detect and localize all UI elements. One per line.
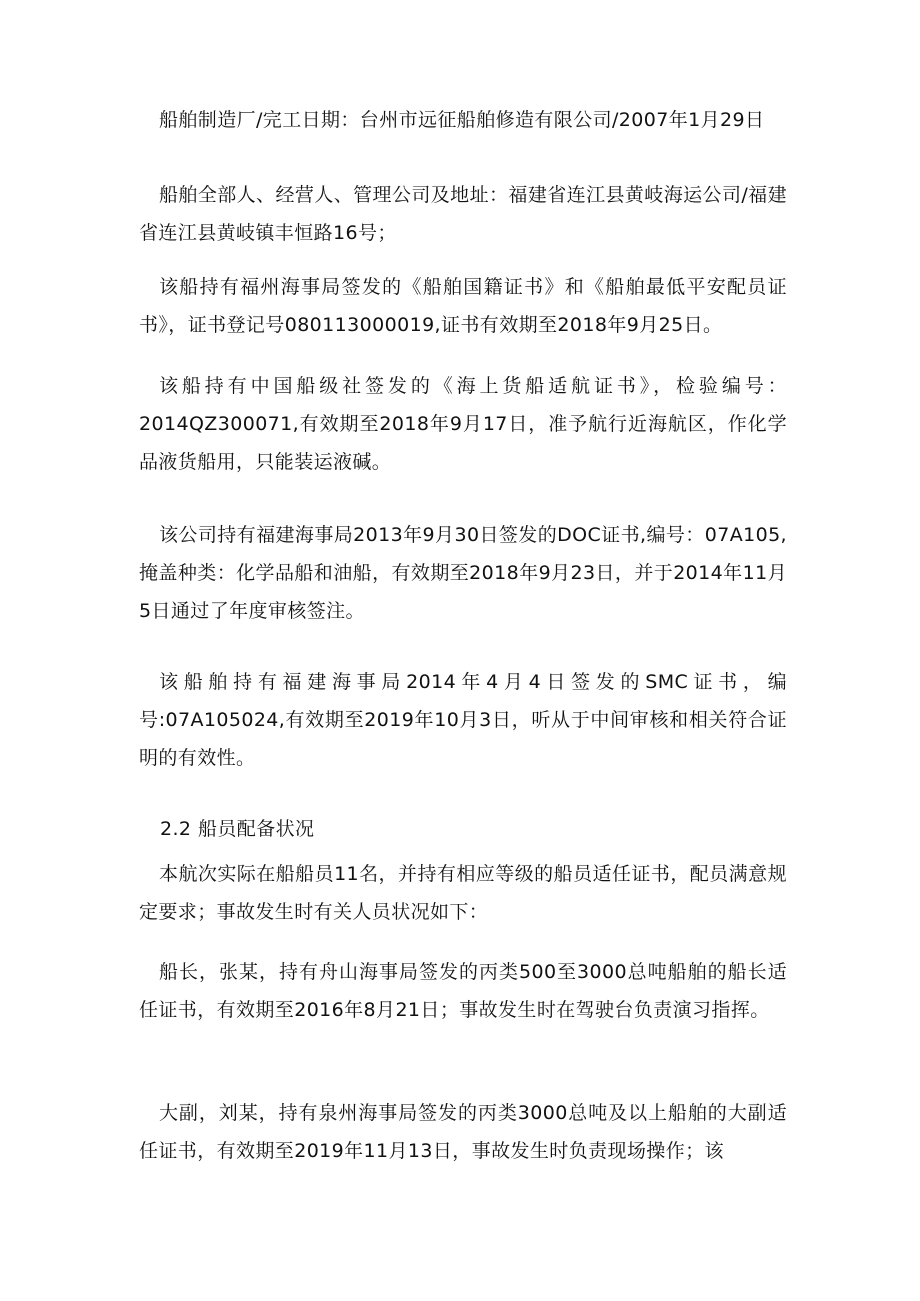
paragraph-captain: 船长，张某，持有舟山海事局签发的丙类500至3000总吨船舶的船长适任证书，有效期至2016年8月21日；事故发生时在驾驶台负责演习指挥。 (139, 961, 787, 1021)
section-heading (160, 810, 560, 848)
section-title: 船员配备状况 (198, 818, 315, 840)
paragraph-shipyard: 船舶制造厂/完工日期：台州市远征船舶修造有限公司/2007年1月29日 (159, 109, 765, 131)
paragraph-owner-address: 船舶全部人、经营人、管理公司及地址：福建省连江县黄岐海运公司/福建省连江县黄岐镇丰恒路16号； (139, 184, 787, 244)
paragraph-doc-certificate: 该公司持有福建海事局2013年9月30日签发的DOC证书,编号：07A105,掩盖种类：化学品船和油船，有效期至2018年9月23日，并于2014年11月5日通过了年度审核签注。 (139, 524, 787, 622)
section-number: 2.2 (160, 818, 192, 840)
paragraph-smc-certificate: 该船舶持有福建海事局2014年4月4日签发的SMC证书，编号:07A105024,有效期至2019年10月3日，听从于中间审核和相关符合证明的有效性。 (139, 671, 787, 769)
paragraph-nationality-certificate: 该船持有福州海事局签发的《船舶国籍证书》和《船舶最低平安配员证书》，证书登记号080113000019,证书有效期至2018年9月25日。 (139, 276, 787, 336)
paragraph-crew-summary: 本航次实际在船船员11名，并持有相应等级的船员适任证书，配员满意规定要求；事故发生时有关人员状况如下： (139, 863, 787, 923)
paragraph-seaworthiness-certificate: 该船持有中国船级社签发的《海上货船适航证书》，检验编号：2014QZ300071,有效期至2018年9月17日，准予航行近海航区，作化学品液货船用，只能装运液碱。 (139, 375, 787, 473)
paragraph-chief-officer: 大副，刘某，持有泉州海事局签发的丙类3000总吨及以上船舶的大副适任证书，有效期至2019年11月13日，事故发生时负责现场操作；该 (139, 1102, 787, 1162)
